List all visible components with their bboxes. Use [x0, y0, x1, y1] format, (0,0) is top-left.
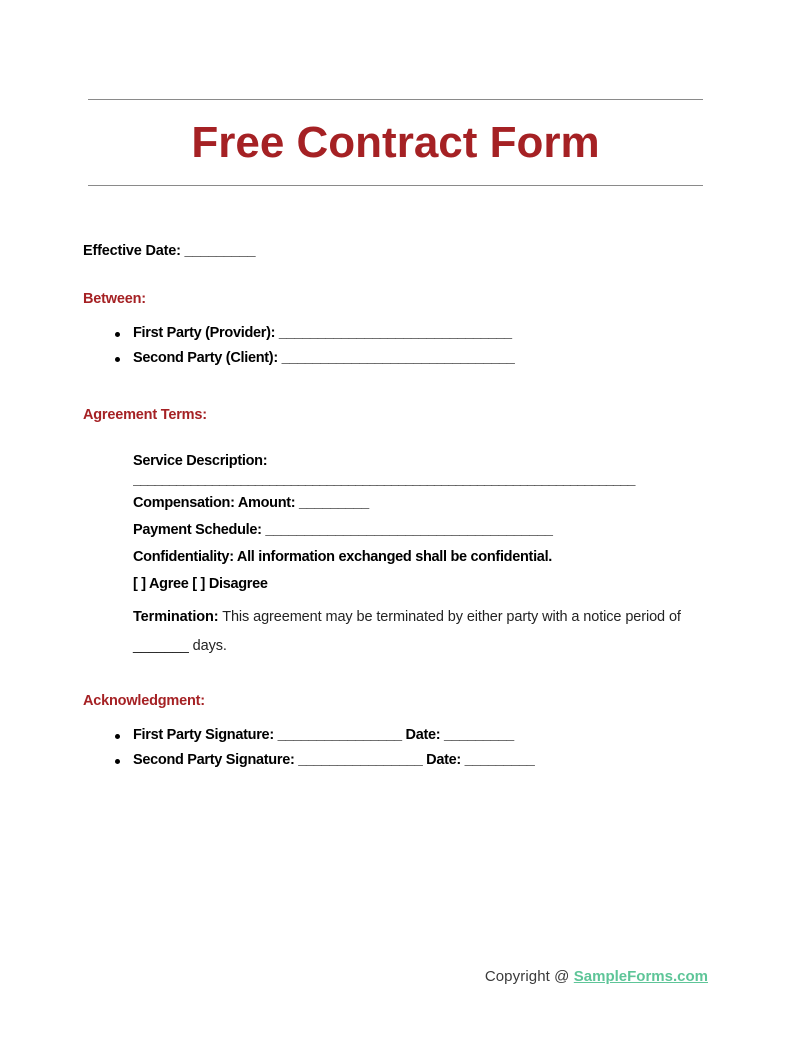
effective-date-line: Effective Date: _________ [83, 243, 256, 259]
termination-text: This agreement may be terminated by either party with a notice period of _______ days. [133, 609, 681, 654]
service-description-label: Service Description: [133, 453, 268, 469]
termination-label: Termination: [133, 609, 219, 625]
list-item-first-party-signature: First Party Signature: ________________ Date: _________ [83, 727, 707, 743]
section-heading-between: Between: [83, 291, 146, 307]
title-block [88, 99, 703, 186]
list-item-second-party: Second Party (Client): ______________________________ [83, 350, 707, 366]
list-item-second-party-signature: Second Party Signature: ________________ Date: _________ [83, 752, 707, 768]
section-heading-acknowledgment: Acknowledgment: [83, 693, 205, 709]
document-body [83, 243, 707, 777]
agree-disagree-options: [ ] Agree [ ] Disagree [133, 576, 268, 592]
compensation-line: Compensation: Amount: _________ [133, 495, 369, 511]
agreement-terms-block [83, 453, 707, 661]
payment-schedule-line: Payment Schedule: _____________________________________ [133, 522, 553, 538]
copyright-text: Copyright @ [484, 968, 574, 985]
parties-list [83, 325, 707, 366]
termination-paragraph [133, 603, 693, 661]
list-item-first-party: First Party (Provider): ______________________________ [83, 325, 707, 341]
signature-list [83, 727, 707, 768]
confidentiality-line: Confidentiality: All information exchanged shall be confidential. [133, 549, 553, 565]
brand-link[interactable]: SampleForms.com [573, 968, 708, 985]
footer-copyright [0, 968, 708, 985]
service-description-rule: ______________________________________________________________________ [133, 472, 635, 488]
page-title: Free Contract Form [191, 117, 600, 167]
section-heading-agreement-terms: Agreement Terms: [83, 407, 207, 423]
